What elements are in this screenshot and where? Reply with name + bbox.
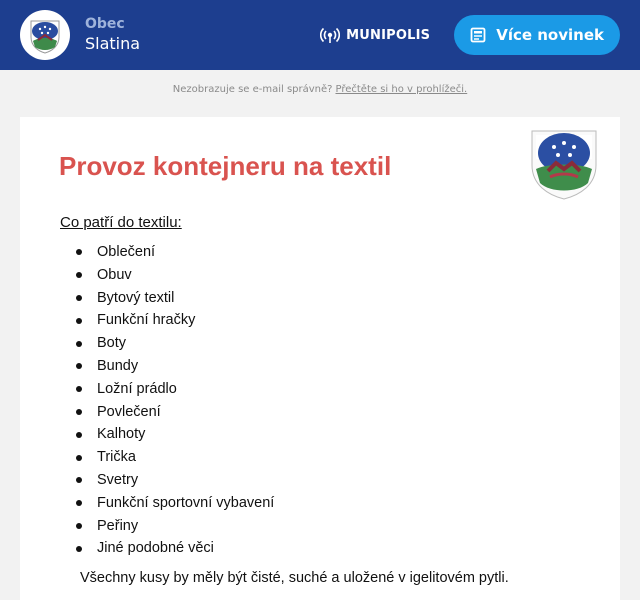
bullet-icon bbox=[76, 455, 82, 461]
document-crest-icon bbox=[528, 127, 600, 201]
content-card bbox=[20, 117, 620, 600]
list-item: Oblečení bbox=[76, 241, 274, 264]
more-news-button[interactable] bbox=[454, 15, 620, 55]
list-item: Svetry bbox=[76, 469, 274, 492]
list-item: Kalhoty bbox=[76, 423, 274, 446]
list-item: Ložní prádlo bbox=[76, 378, 274, 401]
section-heading: Co patří do textilu: bbox=[60, 214, 182, 231]
email-header bbox=[0, 0, 640, 70]
view-in-browser-link[interactable]: Přečtěte si ho v prohlížeči. bbox=[335, 83, 468, 95]
bullet-icon bbox=[76, 409, 82, 415]
bullet-icon bbox=[76, 363, 82, 369]
town-crest-logo bbox=[20, 10, 70, 60]
bullet-icon bbox=[76, 500, 82, 506]
document-title: Provoz kontejneru na textil bbox=[59, 151, 392, 181]
list-item: Boty bbox=[76, 332, 274, 355]
list-item: Povlečení bbox=[76, 401, 274, 424]
newspaper-icon bbox=[470, 27, 486, 43]
notice-text: Nezobrazuje se e-mail správně? bbox=[172, 83, 333, 95]
broadcast-icon bbox=[320, 25, 340, 45]
list-item: Funkční sportovní vybavení bbox=[76, 492, 274, 515]
list-item: Bundy bbox=[76, 355, 274, 378]
munipolis-logo[interactable] bbox=[320, 25, 430, 45]
crest-icon bbox=[25, 15, 65, 55]
more-news-label: Více novinek bbox=[496, 26, 604, 44]
bullet-icon bbox=[76, 386, 82, 392]
bullet-icon bbox=[76, 523, 82, 529]
brand-kicker: Obec bbox=[85, 16, 125, 33]
bullet-icon bbox=[76, 295, 82, 301]
bullet-icon bbox=[76, 432, 82, 438]
list-item: Obuv bbox=[76, 264, 274, 287]
view-in-browser-notice bbox=[0, 70, 640, 108]
textile-items-list bbox=[76, 241, 274, 560]
list-item: Trička bbox=[76, 446, 274, 469]
bullet-icon bbox=[76, 318, 82, 324]
bullet-icon bbox=[76, 477, 82, 483]
munipolis-label: MUNIPOLIS bbox=[346, 27, 431, 43]
brand[interactable] bbox=[20, 10, 140, 60]
brand-town-name: Slatina bbox=[85, 33, 141, 53]
list-item: Peřiny bbox=[76, 515, 274, 538]
list-item: Bytový textil bbox=[76, 287, 274, 310]
bullet-icon bbox=[76, 546, 82, 552]
cleanliness-paragraph: Všechny kusy by měly být čisté, suché a uložené v igelitovém pytli. bbox=[80, 570, 509, 586]
list-item: Jiné podobné věci bbox=[76, 537, 274, 560]
bullet-icon bbox=[76, 249, 82, 255]
bullet-icon bbox=[76, 272, 82, 278]
list-item: Funkční hračky bbox=[76, 309, 274, 332]
bullet-icon bbox=[76, 341, 82, 347]
